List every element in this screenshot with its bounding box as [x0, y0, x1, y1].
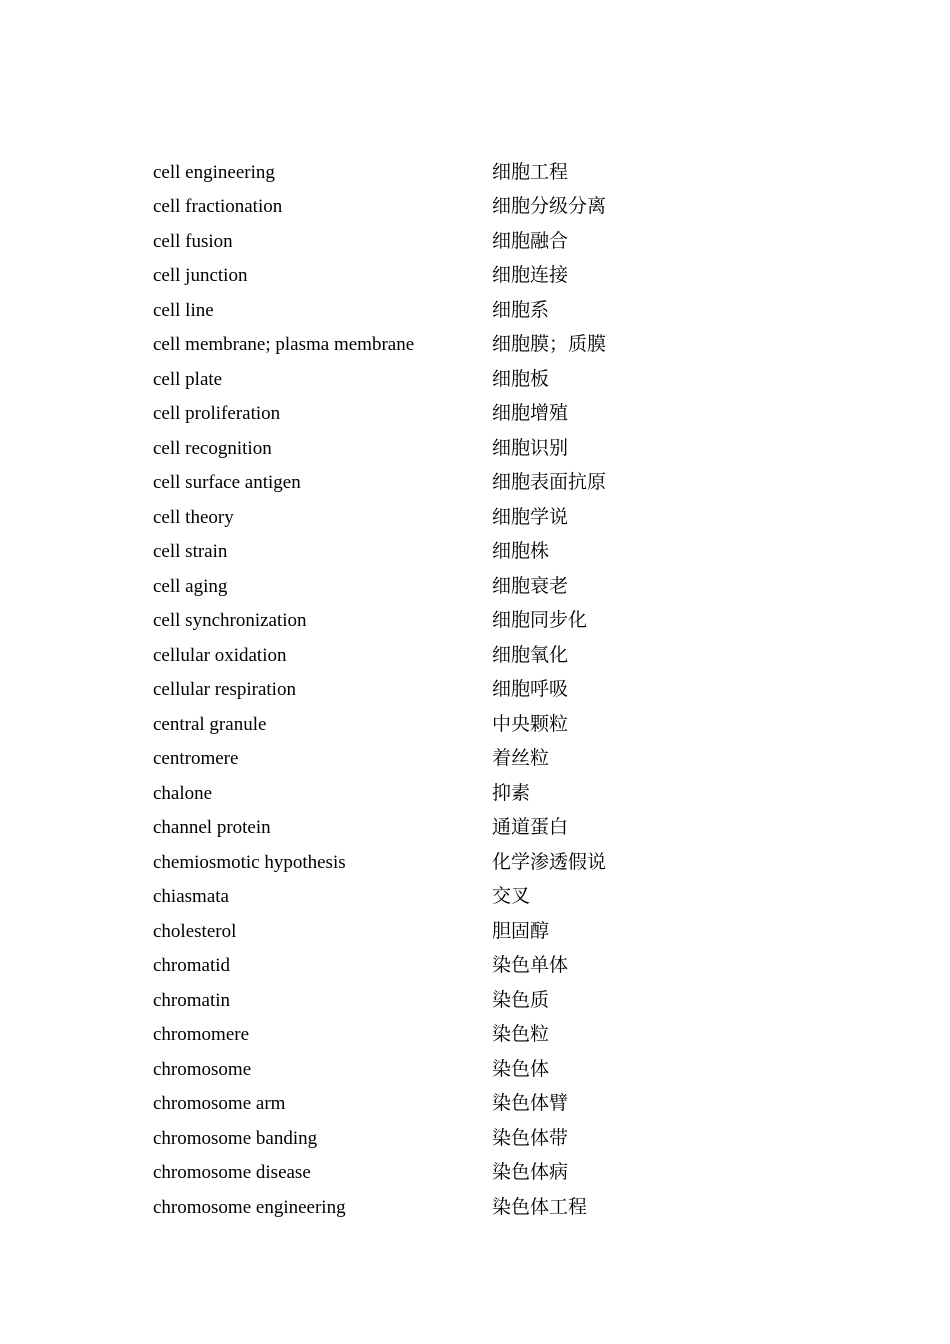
term-chinese: 细胞氧化: [492, 644, 569, 666]
glossary-row: [153, 190, 793, 225]
term-chinese: 染色体带: [492, 1127, 569, 1149]
glossary-row: [153, 224, 793, 259]
term-chinese: 细胞增殖: [492, 403, 569, 425]
term-english: chromatin: [153, 989, 231, 1011]
term-chinese: 细胞株: [492, 541, 550, 563]
term-chinese: 化学渗透假说: [492, 851, 607, 873]
term-chinese: 细胞分级分离: [492, 196, 607, 218]
glossary-row: [153, 431, 793, 466]
glossary-row: [153, 604, 793, 639]
term-chinese: 交叉: [492, 886, 531, 908]
term-english: cell line: [153, 299, 214, 321]
term-chinese: 细胞工程: [492, 161, 569, 183]
term-english: cell recognition: [153, 437, 272, 459]
glossary-row: [153, 466, 793, 501]
glossary-row: [153, 1018, 793, 1053]
glossary-row: [153, 328, 793, 363]
term-chinese: 抑素: [492, 782, 531, 804]
term-english: cell theory: [153, 506, 234, 528]
term-english: chromosome banding: [153, 1127, 318, 1149]
glossary-row: [153, 673, 793, 708]
glossary-row: [153, 155, 793, 190]
glossary-row: [153, 742, 793, 777]
term-chinese: 染色体病: [492, 1162, 569, 1184]
glossary-row: [153, 914, 793, 949]
term-english: cellular respiration: [153, 679, 296, 701]
glossary-row: [153, 707, 793, 742]
glossary-row: [153, 1156, 793, 1191]
term-english: cell aging: [153, 575, 228, 597]
term-chinese: 染色体臂: [492, 1093, 569, 1115]
glossary-row: [153, 362, 793, 397]
glossary-row: [153, 949, 793, 984]
glossary-row: [153, 1052, 793, 1087]
term-english: cell proliferation: [153, 403, 281, 425]
term-chinese: 胆固醇: [492, 920, 550, 942]
glossary-row: [153, 811, 793, 846]
glossary-row: [153, 1190, 793, 1225]
term-english: chromatid: [153, 955, 231, 977]
term-english: cell junction: [153, 265, 248, 287]
term-english: cell fractionation: [153, 196, 283, 218]
term-english: cell synchronization: [153, 610, 307, 632]
glossary-row: [153, 397, 793, 432]
term-english: chromosome engineering: [153, 1196, 346, 1218]
glossary-row: [153, 259, 793, 294]
term-english: cell plate: [153, 368, 223, 390]
glossary-row: [153, 845, 793, 880]
term-english: chiasmata: [153, 886, 229, 908]
term-chinese: 细胞融合: [492, 230, 569, 252]
glossary-row: [153, 1087, 793, 1122]
glossary-row: [153, 293, 793, 328]
term-english: chromosome arm: [153, 1093, 286, 1115]
term-english: cellular oxidation: [153, 644, 287, 666]
term-english: cholesterol: [153, 920, 237, 942]
glossary-list: [153, 155, 793, 1225]
term-chinese: 细胞衰老: [492, 575, 569, 597]
term-chinese: 细胞同步化: [492, 610, 588, 632]
term-english: chemiosmotic hypothesis: [153, 851, 346, 873]
term-chinese: 染色单体: [492, 955, 569, 977]
term-english: chalone: [153, 782, 213, 804]
term-chinese: 染色体工程: [492, 1196, 588, 1218]
term-chinese: 染色粒: [492, 1024, 550, 1046]
term-chinese: 染色质: [492, 989, 550, 1011]
term-chinese: 细胞连接: [492, 265, 569, 287]
term-chinese: 细胞识别: [492, 437, 569, 459]
term-chinese: 细胞板: [492, 368, 550, 390]
term-english: central granule: [153, 713, 267, 735]
term-chinese: 细胞系: [492, 299, 550, 321]
term-english: chromosome disease: [153, 1162, 311, 1184]
term-english: cell fusion: [153, 230, 233, 252]
glossary-row: [153, 535, 793, 570]
term-english: cell surface antigen: [153, 472, 301, 494]
term-chinese: 细胞膜；质膜: [492, 334, 607, 356]
term-english: chromomere: [153, 1024, 250, 1046]
term-chinese: 中央颗粒: [492, 713, 569, 735]
term-english: cell engineering: [153, 161, 275, 183]
term-chinese: 细胞表面抗原: [492, 472, 607, 494]
term-english: cell strain: [153, 541, 228, 563]
glossary-row: [153, 500, 793, 535]
term-chinese: 细胞学说: [492, 506, 569, 528]
term-english: centromere: [153, 748, 239, 770]
term-english: cell membrane; plasma membrane: [153, 334, 415, 356]
glossary-row: [153, 638, 793, 673]
glossary-row: [153, 983, 793, 1018]
term-chinese: 着丝粒: [492, 748, 550, 770]
glossary-row: [153, 1121, 793, 1156]
term-chinese: 细胞呼吸: [492, 679, 569, 701]
term-chinese: 通道蛋白: [492, 817, 569, 839]
glossary-row: [153, 569, 793, 604]
term-english: chromosome: [153, 1058, 252, 1080]
term-english: channel protein: [153, 817, 271, 839]
glossary-row: [153, 776, 793, 811]
glossary-row: [153, 880, 793, 915]
term-chinese: 染色体: [492, 1058, 550, 1080]
